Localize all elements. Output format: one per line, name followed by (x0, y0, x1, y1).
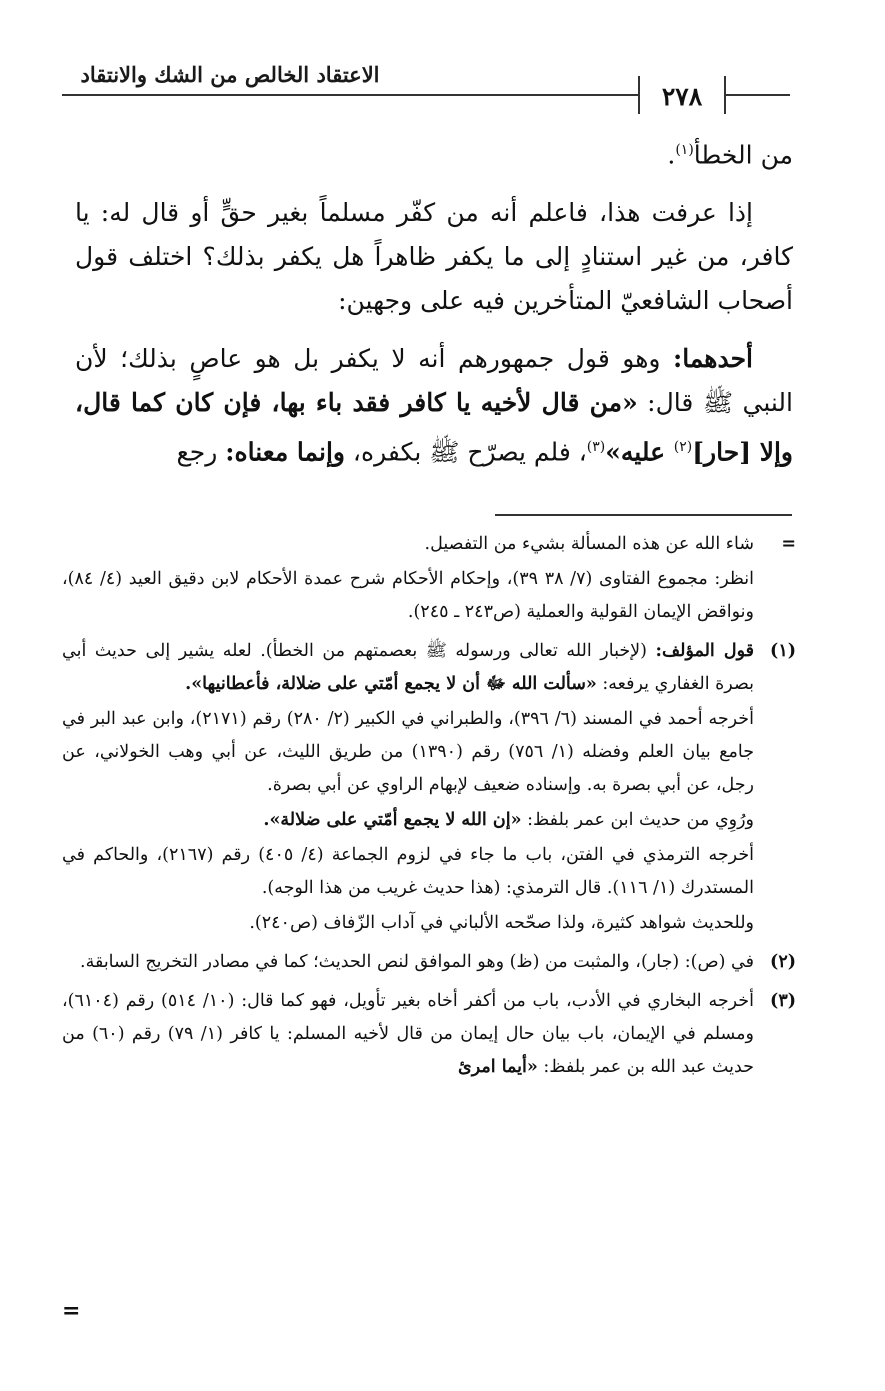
continuation-mark: = (781, 534, 796, 554)
page-number: ٢٧٨ (661, 82, 703, 111)
header-divider-left (638, 76, 640, 114)
footnote-1-para-4: أخرجه الترمذي في الفتن، باب ما جاء في لزوم الجماعة (٤/ ٤٠٥) رقم (٢١٦٧)، والحاكم في المستدرك (١/ ١١٦). قال الترمذي: (هذا حديث غريب من هذا الوجه). (62, 845, 755, 898)
footnote-ref-2[interactable]: (٢) (673, 439, 693, 456)
paragraph-3-text-b: ، فلم يصرّح ﷺ بكفره، (344, 437, 587, 467)
footnote-divider (495, 514, 792, 516)
paragraph-3-text-a: وهو قول جمهورهم أنه لا يكفر بل هو عاصٍ بذلك؛ لأن النبي ﷺ قال: (75, 344, 793, 418)
footnote-1-lead: قول المؤلف: (655, 641, 754, 661)
footnotes (62, 528, 796, 1090)
paragraph-3 (75, 337, 793, 474)
footnote-continued-line-1: شاء الله عن هذه المسألة بشيء من التفصيل. (424, 534, 754, 554)
footnote-1-para-3 (62, 804, 754, 837)
hadith-quote: «من قال لأخيه يا كافر فقد باء بها، فإن كان كما قال، وإلا [حار] (75, 388, 793, 467)
main-text (75, 128, 793, 489)
footnote-1 (62, 635, 796, 942)
footnote-2-text: في (ص): (جار)، والمثبت من (ظ) وهو الموافق لنص الحديث؛ كما في مصادر التخريج السابقة. (80, 952, 754, 972)
footnote-2-number: (٢) (770, 952, 796, 972)
paragraph-1 (75, 128, 793, 177)
paragraph-2: إذا عرفت هذا، فاعلم أنه من كفّر مسلماً بغير حقٍّ أو قال له: يا كافر، من غير استنادٍ إلى ما يكفر ظاهراً هل يكفر بذلك؟ اختلف قول أصحاب الشافعيّ المتأخرين فيه على وجهين: (75, 198, 793, 316)
footnote-1-para-5: وللحديث شواهد كثيرة، ولذا صحّحه الألباني في آداب الزّفاف (ص٢٤٠). (249, 913, 754, 933)
footnote-3-text: أخرجه البخاري في الأدب، باب من أكفر أخاه بغير تأويل، فهو كما قال: (١٠/ ٥١٤) رقم (٦١٠٤)، ومسلم في الإيمان، باب بيان حال إيمان من قال لأخيه المسلم: يا كافر (١/ ٧٩) رقم (٦٠) من حديث عبد الله بن عمر بلفظ: (62, 991, 754, 1077)
header-rule-right (724, 94, 790, 96)
header-rule (62, 94, 640, 96)
paragraph-3-lead: أحدهما: (672, 344, 753, 374)
footnote-1-para-3-quote: «إن الله لا يجمع أمّتي على ضلالة». (263, 810, 522, 830)
continued-mark: = (62, 1298, 81, 1324)
footnote-3-quote: «أيما امرئ (458, 1057, 538, 1077)
footnote-3 (62, 985, 796, 1086)
footnote-3-para (62, 985, 754, 1084)
paragraph-1-text: من الخطأ (693, 140, 793, 170)
footnote-1-quote: «سألت الله ﷻ أن لا يجمع أمّتي على ضلالة، فأعطانيها». (185, 674, 597, 694)
footnote-ref-3[interactable]: (٣) (586, 439, 606, 456)
footnote-continued (62, 528, 796, 631)
paragraph-1-end: . (667, 140, 676, 170)
footnote-1-number: (١) (770, 641, 796, 661)
footnote-1-text: (لإخبار الله تعالى ورسوله ﷺ بعصمتهم من الخطأ). لعله يشير إلى حديث أبي بصرة الغفاري يرفعه: (62, 641, 754, 694)
footnote-3-number: (٣) (770, 991, 796, 1011)
footnote-1-para-3-text: ورُوِي من حديث ابن عمر بلفظ: (521, 810, 754, 830)
hadith-quote-end: عليه» (605, 437, 674, 467)
footnote-1-para-2: أخرجه أحمد في المسند (٦/ ٣٩٦)، والطبراني في الكبير (٢/ ٢٨٠) رقم (٢١٧١)، وابن عبد البر في جامع بيان العلم وفضله (١/ ٧٥٦) رقم (١٣٩٠) من طريق الليث، عن أبي وهب الخولاني، عن رجل، عن أبي بصرة به. وإسناده ضعيف لإبهام الراوي عن أبي بصرة. (62, 709, 755, 795)
paragraph-3-bold: وإنما معناه: (225, 437, 345, 467)
footnote-1-para-1 (62, 635, 754, 701)
footnote-continued-line-2: انظر: مجموع الفتاوى (٧/ ٣٨ ٣٩)، وإحكام الأحكام شرح عمدة الأحكام لابن دقيق العيد (٤/ ٨٤)، ونواقض الإيمان القولية والعملية (ص٢٤٣ ـ ٢٤٥). (62, 569, 754, 622)
footnote-2 (62, 946, 796, 981)
running-header-title: الاعتقاد الخالص من الشك والانتقاد (80, 62, 380, 87)
footnote-ref-1[interactable]: (١) (675, 142, 694, 158)
paragraph-3-text-c: رجع (176, 437, 226, 467)
